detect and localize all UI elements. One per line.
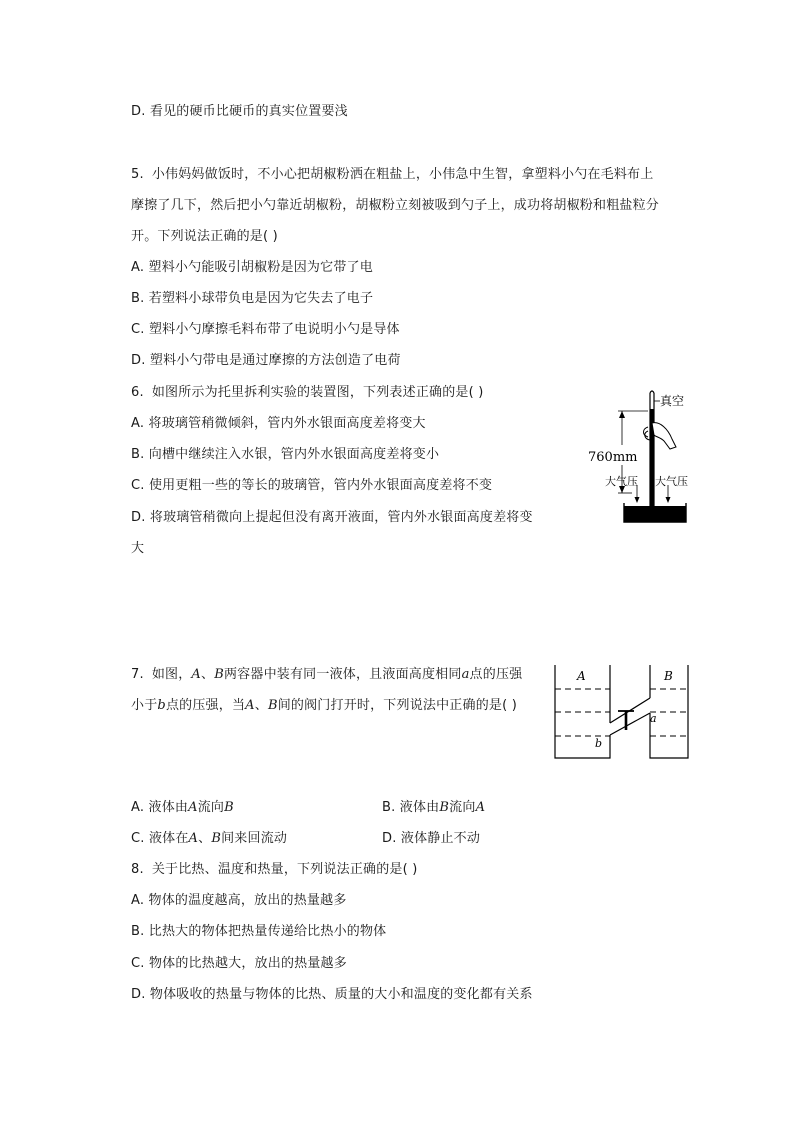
- q7-sep: 、: [198, 831, 212, 846]
- atm-right-arrowhead: [666, 497, 671, 503]
- q7-option-c-text: C. 液体在: [131, 831, 189, 846]
- q5-option-d: D. 塑料小勺带电是通过摩擦的方法创造了电荷: [131, 353, 401, 368]
- q7-text: 间的阀门打开时，下列说法中正确的是( ): [277, 698, 517, 713]
- q7-text: 两容器中装有同一液体，且液面高度相同: [223, 667, 462, 682]
- q5-stem-text1: 小伟妈妈做饭时，不小心把胡椒粉洒在粗盐上，小伟急中生智，拿塑料小勺在毛料布上: [151, 167, 654, 182]
- label-container-b: B: [664, 669, 673, 683]
- label-760mm: 760mm: [588, 450, 638, 465]
- q8-option-a: A. 物体的温度越高，放出的热量越多: [131, 893, 347, 908]
- q7-text: 如图，: [151, 667, 192, 682]
- tube-top: [650, 391, 654, 393]
- label-container-a: A: [577, 669, 586, 683]
- q8-stem: [131, 861, 418, 879]
- hand-icon: [652, 423, 676, 449]
- label-point-a: a: [650, 712, 657, 725]
- q7-var-b-container: B: [211, 831, 222, 846]
- q4-option-d: D. 看见的硬币比硬币的真实位置要浅: [131, 104, 348, 119]
- q7-var-a-container: A: [245, 698, 255, 713]
- q7-var-point-b: b: [157, 698, 166, 713]
- q7-var-b-container: B: [267, 698, 278, 713]
- q7-var-point-a: a: [461, 667, 470, 682]
- label-point-b: b: [595, 737, 603, 750]
- q5-option-c: C. 塑料小勺摩擦毛料布带了电说明小勺是导体: [131, 322, 400, 337]
- label-atm-right: 大气压: [655, 475, 688, 488]
- q7-text: 小于: [131, 698, 158, 713]
- label-atm-left: 大气压: [605, 475, 638, 488]
- q7-option-b-text: 流向: [449, 800, 476, 815]
- q7-var-a-container: A: [191, 667, 202, 682]
- q7-var-b-container: B: [214, 667, 224, 682]
- q7-option-a-text: A. 液体由: [131, 800, 189, 815]
- arrowhead-up: [619, 411, 625, 418]
- q7-text: 点的压强，当: [165, 698, 246, 713]
- q5-stem-line3: 开。下列说法正确的是( ): [131, 229, 278, 244]
- q7-sep: 、: [254, 698, 268, 713]
- q8-option-b: B. 比热大的物体把热量传递给比热小的物体: [131, 924, 387, 939]
- q7-stem-line1: [131, 666, 522, 684]
- q8-stem-text: 关于比热、温度和热量，下列说法正确的是( ): [151, 862, 418, 877]
- q7-option-b: [382, 799, 485, 817]
- q7-option-c: [131, 831, 287, 846]
- trough-mercury: [625, 506, 686, 522]
- q7-option-a-text: 流向: [197, 800, 225, 815]
- label-vacuum: 真空: [660, 394, 685, 408]
- q7-var-a-container: A: [475, 800, 486, 815]
- q5-number: 5.: [131, 167, 144, 182]
- q7-var-b-container: B: [224, 800, 234, 815]
- q6-option-d-line1: D. 将玻璃管稍微向上提起但没有离开液面，管内外水银面高度差将变: [131, 510, 533, 525]
- q7-var-a-container: A: [188, 831, 199, 846]
- atm-left-arrowhead: [635, 497, 640, 503]
- q5-stem-line1: [131, 166, 653, 184]
- q5-option-b: B. 若塑料小球带负电是因为它失去了电子: [131, 291, 374, 306]
- q8-option-d: D. 物体吸收的热量与物体的比热、质量的大小和温度的变化都有关系: [131, 987, 533, 1002]
- q7-options-row2: [131, 830, 651, 848]
- q7-var-b-container: B: [439, 800, 450, 815]
- q6-number: 6.: [131, 385, 144, 400]
- q7-var-a-container: A: [188, 800, 198, 815]
- q8-option-c: C. 物体的比热越大，放出的热量越多: [131, 956, 347, 971]
- pipe-lower: [610, 713, 650, 735]
- q6-option-d-line2: 大: [131, 541, 145, 556]
- q6-option-b: B. 向槽中继续注入水银，管内外水银面高度差将变小: [131, 447, 440, 462]
- q6-option-c: C. 使用更粗一些的等长的玻璃管，管内外水银面高度差将不变: [131, 478, 493, 493]
- q6-torricelli-figure: [580, 385, 692, 525]
- q7-option-d: D. 液体静止不动: [382, 831, 481, 846]
- q6-option-a: A. 将玻璃管稍微倾斜，管内外水银面高度差将变大: [131, 416, 426, 431]
- q7-stem-line2: [131, 697, 517, 715]
- q7-option-b-text: B. 液体由: [382, 800, 440, 815]
- q6-stem-text: 如图所示为托里拆利实验的装置图，下列表述正确的是( ): [151, 385, 484, 400]
- q7-containers-figure: [550, 665, 692, 763]
- q7-sep: 、: [201, 667, 215, 682]
- q7-option-a: [131, 800, 234, 815]
- q5-option-a: A. 塑料小勺能吸引胡椒粉是因为它带了电: [131, 260, 373, 275]
- q8-number: 8.: [131, 862, 144, 877]
- q7-number: 7.: [131, 667, 144, 682]
- q7-options-row1: [131, 799, 651, 817]
- q7-option-c-text: 间来回流动: [221, 831, 288, 846]
- q5-stem-line2: 摩擦了几下，然后把小勺靠近胡椒粉，胡椒粉立刻被吸到勺子上，成功将胡椒粉和粗盐粒分: [131, 198, 660, 213]
- q6-stem: [131, 384, 484, 402]
- q7-text: 点的压强: [469, 667, 523, 682]
